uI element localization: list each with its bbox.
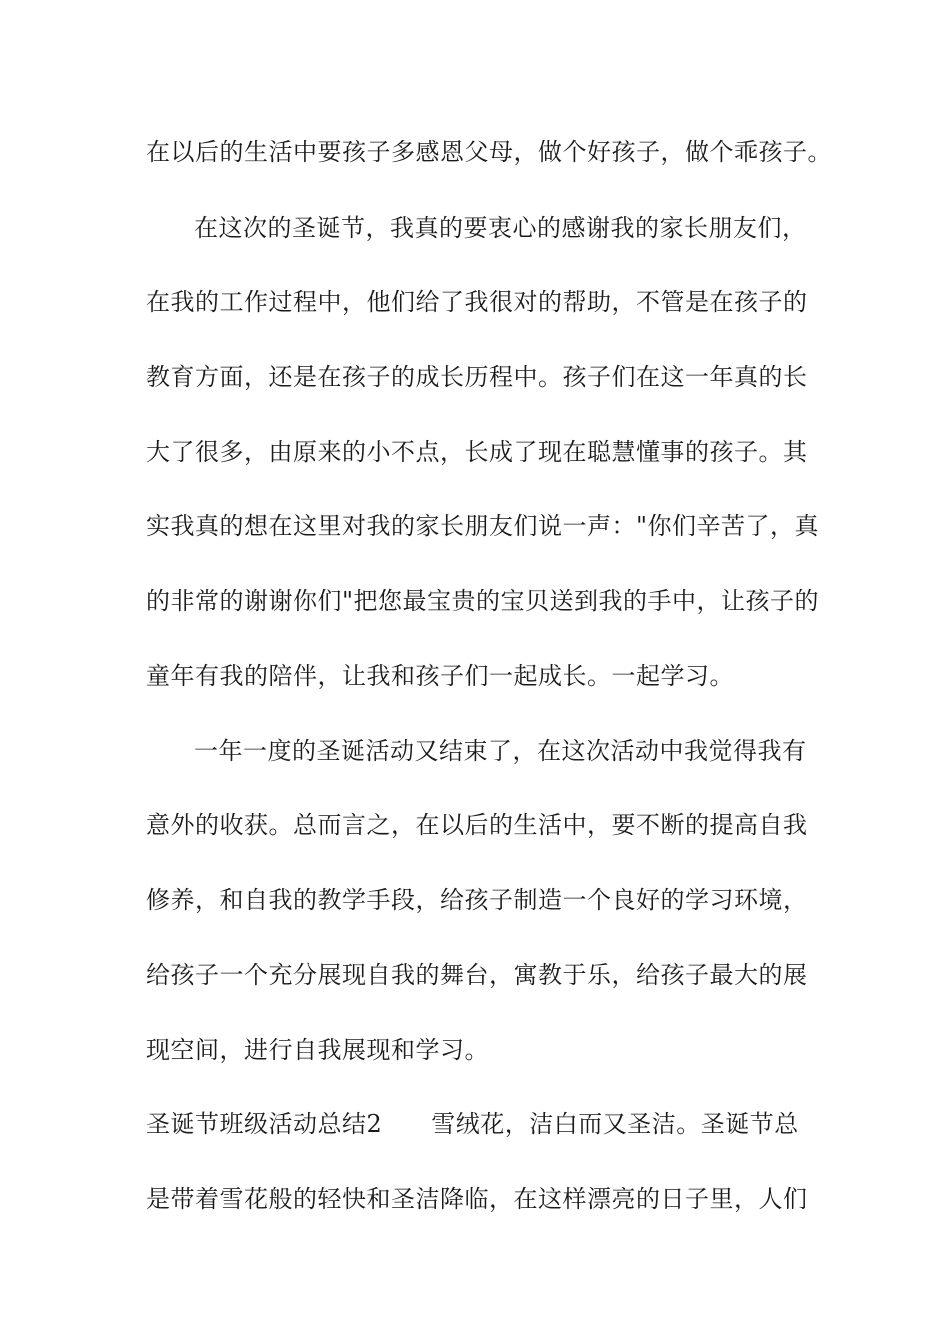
text-line: 实我真的想在这里对我的家长朋友们说一声："你们辛苦了，真 — [146, 512, 820, 540]
text-line: 是带着雪花般的轻快和圣洁降临，在这样漂亮的日子里，人们 — [146, 1185, 808, 1213]
text-line: 在以后的生活中要孩子多感恩父母，做个好孩子，做个乖孩子。 — [146, 138, 832, 166]
text-line: 一年一度的圣诞活动又结束了，在这次活动中我觉得我有 — [194, 737, 807, 765]
text-line: 给孩子一个充分展现自我的舞台，寓教于乐，给孩子最大的展 — [146, 961, 808, 989]
text-line: 在我的工作过程中，他们给了我很对的帮助，不管是在孩子的 — [146, 288, 808, 316]
text-line: 修养，和自我的教学手段，给孩子制造一个良好的学习环境， — [146, 886, 808, 914]
text-line: 大了很多，由原来的小不点，长成了现在聪慧懂事的孩子。其 — [146, 438, 808, 466]
text-line: 的非常的谢谢你们"把您最宝贵的宝贝送到我的手中，让孩子的 — [146, 587, 820, 615]
text-line: 意外的收获。总而言之，在以后的生活中，要不断的提高自我 — [146, 811, 808, 839]
text-line: 教育方面，还是在孩子的成长历程中。孩子们在这一年真的长 — [146, 363, 808, 391]
text-line: 现空间，进行自我展现和学习。 — [146, 1036, 489, 1064]
text-line: 圣诞节班级活动总结2 雪绒花，洁白而又圣洁。圣诞节总 — [146, 1110, 799, 1138]
text-line: 在这次的圣诞节，我真的要衷心的感谢我的家长朋友们， — [194, 214, 807, 242]
text-line: 童年有我的陪伴，让我和孩子们一起成长。一起学习。 — [146, 662, 734, 690]
